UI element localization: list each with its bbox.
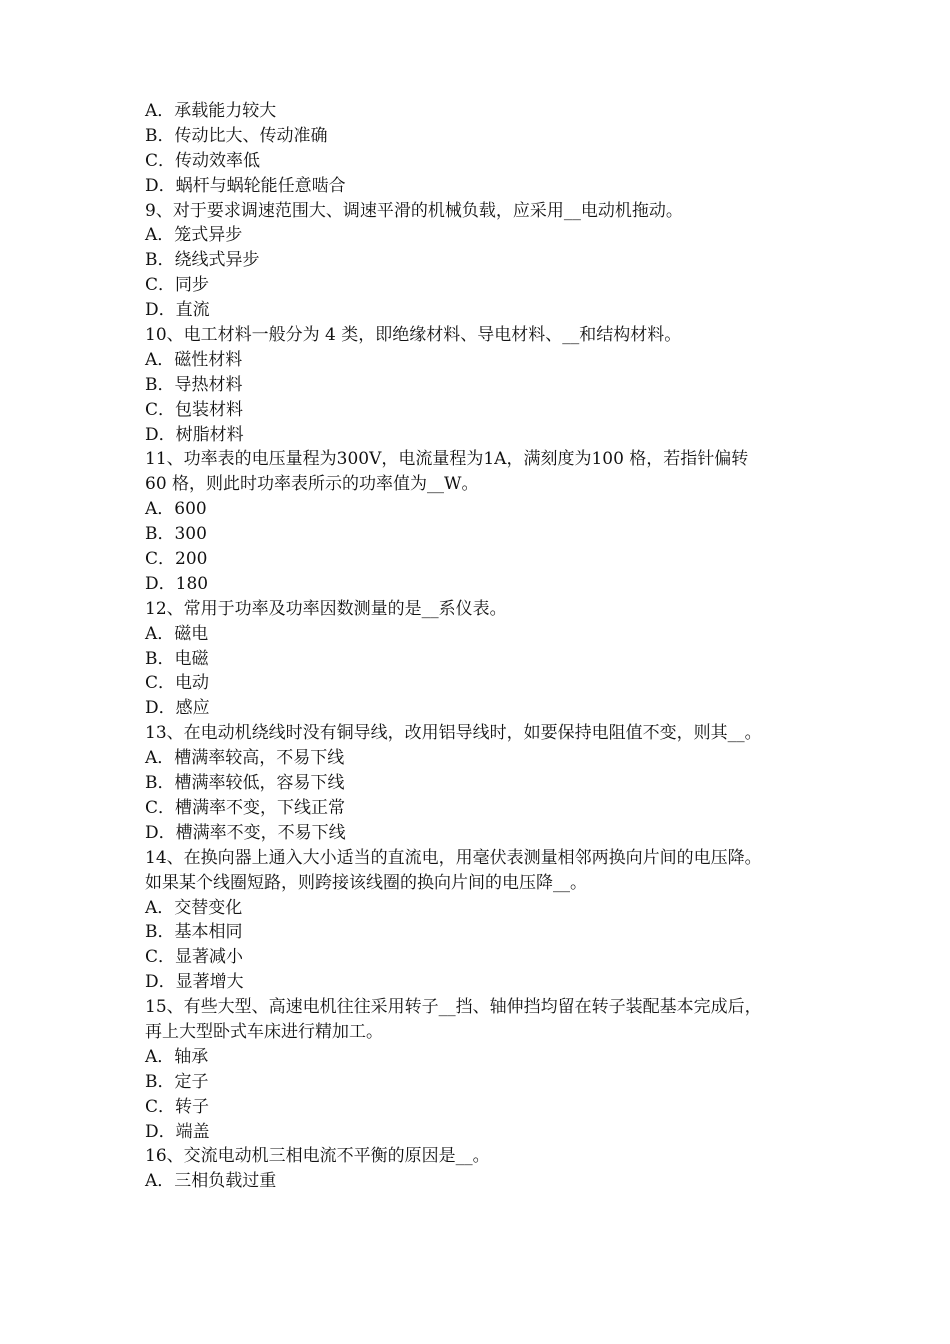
- option-line: B．槽满率较低，容易下线: [145, 773, 345, 794]
- question-line: 13、在电动机绕线时没有铜导线，改用铝导线时，如要保持电阻值不变，则其__。: [145, 723, 762, 744]
- option-line: A．交替变化: [145, 897, 243, 918]
- question-line: 60 格，则此时功率表所示的功率值为__W。: [145, 474, 479, 495]
- option-line: B．基本相同: [145, 922, 243, 943]
- option-line: D．直流: [145, 300, 210, 321]
- question-line: 15、有些大型、高速电机往往采用转子__挡、轴伸挡均留在转子装配基本完成后，: [145, 997, 762, 1018]
- question-line: 如果某个线圈短路，则跨接该线圈的换向片间的电压降__。: [145, 872, 587, 893]
- option-line: A．磁性材料: [145, 349, 243, 370]
- option-line: D．感应: [145, 698, 210, 719]
- option-line: C．槽满率不变，下线正常: [145, 797, 346, 818]
- option-line: A．笼式异步: [145, 225, 243, 246]
- option-line: C．电动: [145, 673, 210, 694]
- option-line: D．180: [145, 573, 209, 594]
- question-line: 12、常用于功率及功率因数测量的是__系仪表。: [145, 598, 507, 619]
- question-list: [145, 99, 813, 1194]
- option-line: C．传动效率低: [145, 150, 261, 171]
- question-line: 14、在换向器上通入大小适当的直流电，用毫伏表测量相邻两换向片间的电压降。: [145, 847, 762, 868]
- question-line: 10、电工材料一般分为 4 类，即绝缘材料、导电材料、__和结构材料。: [145, 325, 682, 346]
- option-line: B．定子: [145, 1071, 209, 1092]
- option-line: B．电磁: [145, 648, 209, 669]
- option-line: A．槽满率较高，不易下线: [145, 748, 345, 769]
- option-line: D．显著增大: [145, 972, 244, 993]
- option-line: D．端盖: [145, 1121, 210, 1142]
- option-line: B．导热材料: [145, 374, 243, 395]
- option-line: C．200: [145, 549, 208, 570]
- option-line: C．同步: [145, 275, 210, 296]
- option-line: C．包装材料: [145, 399, 244, 420]
- option-line: C．转子: [145, 1096, 210, 1117]
- option-line: C．显著减小: [145, 947, 244, 968]
- option-line: B．绕线式异步: [145, 250, 260, 271]
- option-line: D．蜗杆与蜗轮能任意啮合: [145, 175, 346, 196]
- option-line: A．承载能力较大: [145, 101, 277, 121]
- question-line: 再上大型卧式车床进行精加工。: [145, 1021, 383, 1042]
- option-line: D．槽满率不变，不易下线: [145, 822, 346, 843]
- option-line: A．三相负载过重: [145, 1171, 277, 1192]
- question-line: 11、功率表的电压量程为300V，电流量程为1A，满刻度为100 格，若指针偏转: [145, 449, 749, 470]
- option-line: D．树脂材料: [145, 424, 244, 445]
- option-line: B．300: [145, 524, 207, 545]
- option-line: A．600: [145, 499, 207, 520]
- option-line: A．磁电: [145, 623, 209, 644]
- option-line: B．传动比大、传动准确: [145, 125, 328, 146]
- question-line: 16、交流电动机三相电流不平衡的原因是__。: [145, 1146, 490, 1167]
- question-line: 9、对于要求调速范围大、调速平滑的机械负载，应采用__电动机拖动。: [145, 200, 683, 221]
- option-line: A．轴承: [145, 1046, 209, 1067]
